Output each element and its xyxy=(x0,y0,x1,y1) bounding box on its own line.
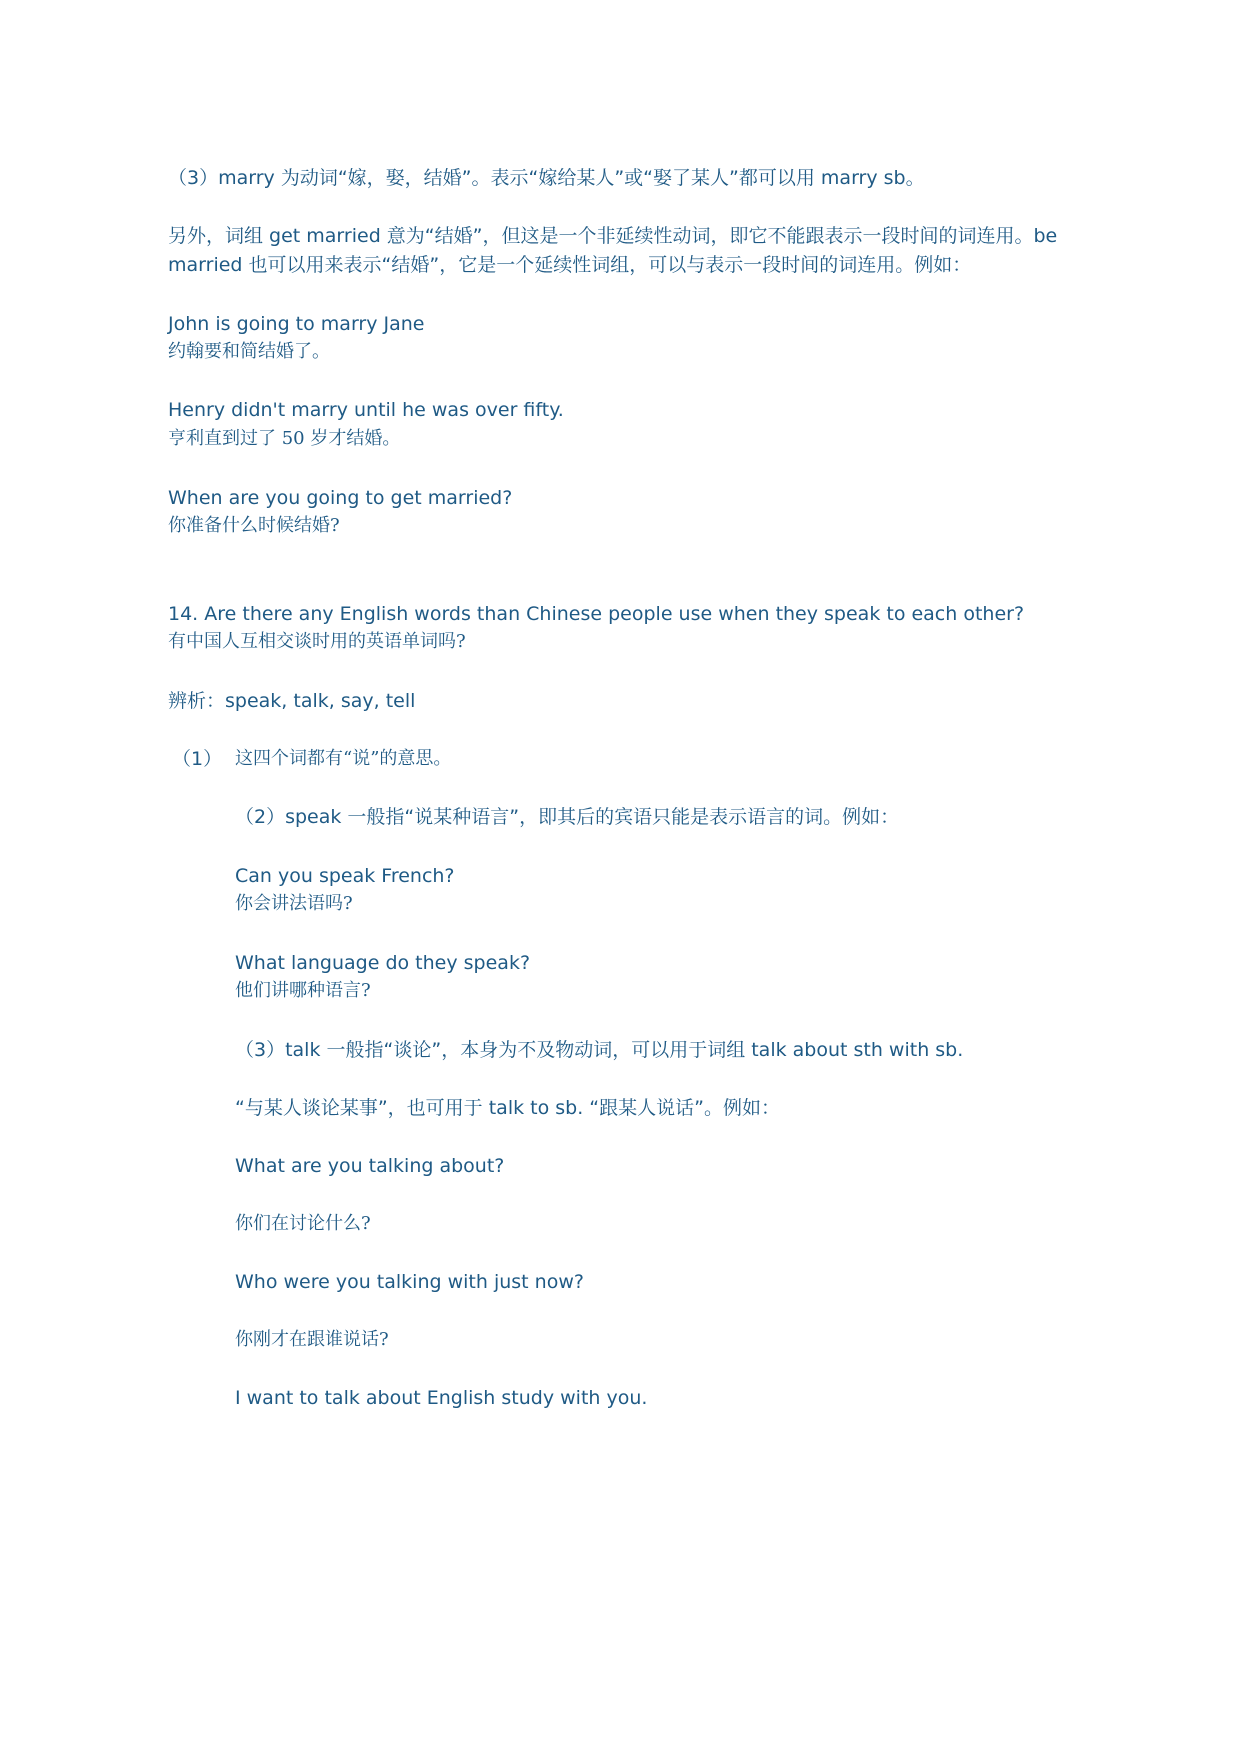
example-translation: 他们讲哪种语言? xyxy=(235,980,371,1001)
example-sentence: Henry didn't marry until he was over fifty. xyxy=(168,399,564,421)
example-translation: 你们在讨论什么? xyxy=(235,1213,371,1234)
analysis-heading: 辨析：speak, talk, say, tell xyxy=(168,690,416,712)
point-1-text: 这四个词都有“说”的意思。 xyxy=(235,748,452,769)
point-3-talk-line2: “与某人谈论某事”，也可用于 talk to sb. “跟某人说话”。例如： xyxy=(235,1097,780,1119)
example-translation: 亨利直到过了 50 岁才结婚。 xyxy=(168,428,401,449)
example-translation: 你会讲法语吗? xyxy=(235,893,353,914)
question-14-chinese: 有中国人互相交谈时用的英语单词吗? xyxy=(168,631,466,652)
marry-definition: （3）marry 为动词“嫁，娶，结婚”。表示“嫁给某人”或“娶了某人”都可以用 marry sb。 xyxy=(168,167,925,189)
point-2-speak: （2）speak 一般指“说某种语言”，即其后的宾语只能是表示语言的词。例如： xyxy=(235,806,900,828)
example-translation: 约翰要和简结婚了。 xyxy=(168,341,330,362)
example-translation: 你准备什么时候结婚? xyxy=(168,515,340,536)
example-sentence: Can you speak French? xyxy=(235,865,455,887)
example-sentence: I want to talk about English study with you. xyxy=(235,1387,648,1409)
example-sentence: Who were you talking with just now? xyxy=(235,1271,584,1293)
question-14-english: 14. Are there any English words than Chinese people use when they speak to each other? xyxy=(168,603,1025,625)
get-married-note-line2: married 也可以用来表示“结婚”，它是一个延续性词组，可以与表示一段时间的词连用。例如： xyxy=(168,254,972,276)
example-sentence: What are you talking about? xyxy=(235,1155,505,1177)
get-married-note-line1: 另外，词组 get married 意为“结婚”，但这是一个非延续性动词，即它不能跟表示一段时间的词连用。be xyxy=(168,225,1058,247)
example-sentence: What language do they speak? xyxy=(235,952,531,974)
example-sentence: When are you going to get married? xyxy=(168,487,513,509)
example-translation: 你刚才在跟谁说话? xyxy=(235,1329,389,1350)
point-3-talk-line1: （3）talk 一般指“谈论”，本身为不及物动词，可以用于词组 talk about sth with sb. xyxy=(235,1039,964,1061)
point-1-number: （1） xyxy=(172,748,223,770)
example-sentence: John is going to marry Jane xyxy=(168,313,425,335)
